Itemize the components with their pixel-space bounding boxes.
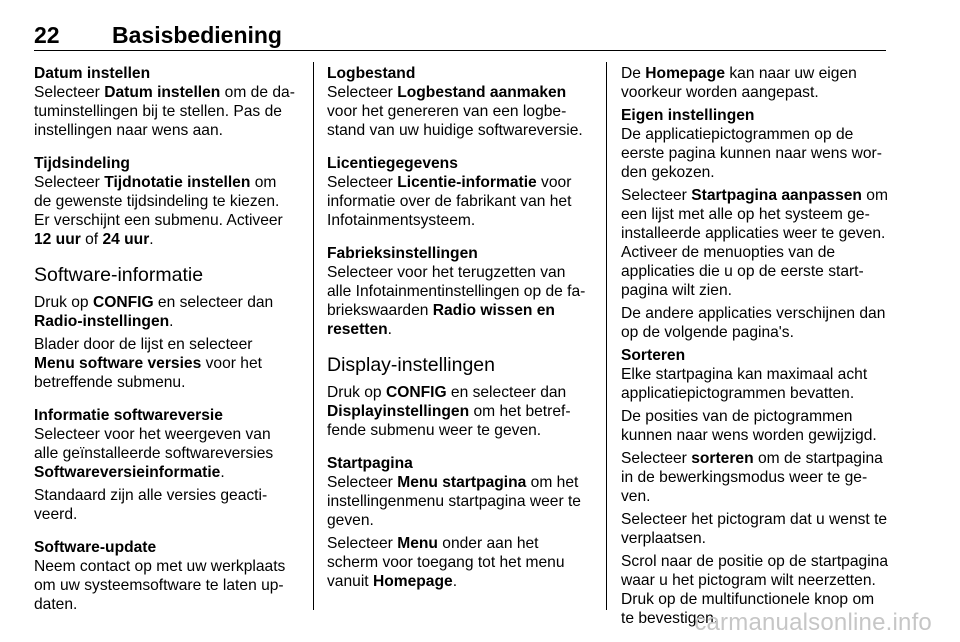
text: Druk op	[34, 294, 93, 311]
section-sorteren	[621, 346, 889, 628]
text: Selecteer	[327, 474, 398, 491]
column-divider	[606, 62, 607, 610]
text: Selecteer voor het terugzetten van alle Infotainmentinstellingen op de fabriekswaarden	[327, 264, 586, 319]
menu-term: Radio wissen en resetten	[327, 302, 555, 338]
paragraph	[327, 173, 591, 230]
paragraph	[34, 425, 296, 482]
paragraph	[327, 534, 591, 591]
page-header	[34, 22, 886, 52]
text: en selecteer dan	[446, 384, 567, 401]
text: De	[621, 65, 646, 82]
text: om de startpagina in de bewerkingsmodus weer te geven.	[621, 450, 883, 505]
text: .	[169, 313, 174, 330]
section-tijdsindeling	[34, 154, 296, 249]
text: .	[452, 573, 458, 590]
text: en selecteer dan	[153, 294, 274, 311]
paragraph	[34, 335, 296, 392]
paragraph	[327, 263, 591, 339]
text: om de datuminstellingen bij te stellen. Pas de instellingen naar wens aan.	[34, 84, 295, 139]
section-title: Informatie softwareversie	[34, 407, 223, 424]
text: voor het betreffende submenu.	[34, 355, 262, 391]
text: om het betreffende submenu weer te geven.	[327, 403, 571, 439]
column-divider	[313, 62, 314, 610]
button-term: CONFIG	[92, 294, 154, 311]
section-title: Datum instellen	[34, 65, 151, 82]
text: of	[80, 231, 103, 248]
paragraph: De andere applicaties verschijnen dan op de volgende pagina's.	[621, 305, 886, 341]
section-title: Tijdsindeling	[34, 155, 130, 172]
column-left	[34, 64, 296, 628]
text: om het instellingenmenu startpagina weer te geven.	[327, 474, 581, 529]
text: voor informatie over de fabrikant van het Infotainmentsysteem.	[327, 174, 572, 229]
text: Selecteer	[327, 84, 398, 101]
text: onder aan het scherm voor toegang tot het menu vanuit	[327, 535, 565, 590]
chapter-title: Basisbediening	[112, 22, 282, 48]
text: voor het genereren van een logbestand van uw huidige softwareversie.	[327, 103, 583, 139]
paragraph: Standaard zijn alle versies geactiveerd.	[34, 487, 268, 523]
paragraph: Elke startpagina kan maximaal acht applicatiepictogrammen bevatten.	[621, 366, 868, 402]
menu-term: 24 uur	[102, 231, 150, 248]
header-rule	[34, 50, 886, 51]
menu-term: Datum instellen	[104, 84, 221, 101]
menu-term: Displayinstellingen	[327, 403, 470, 420]
button-term: CONFIG	[385, 384, 447, 401]
heading-software-informatie: Software-informatie	[34, 264, 204, 286]
menu-term: Homepage	[645, 65, 726, 82]
menu-term: Startpagina aanpassen	[691, 187, 862, 204]
paragraph	[327, 383, 591, 440]
page-number: 22	[34, 22, 60, 48]
section-eigen-instellingen	[621, 106, 889, 342]
section-logbestand	[327, 64, 591, 140]
section-title: Fabrieksinstellingen	[327, 245, 478, 262]
text: Blader door de lijst en selecteer	[34, 336, 253, 353]
text: .	[387, 321, 393, 338]
paragraph: Neem contact op met uw werkplaats om uw systeemsoftware te laten updaten.	[34, 558, 286, 613]
text: .	[220, 464, 225, 481]
section-title: Licentiegegevens	[327, 155, 458, 172]
paragraph	[621, 64, 889, 102]
text: Druk op	[327, 384, 386, 401]
menu-term: sorteren	[691, 450, 754, 467]
paragraph	[34, 83, 296, 140]
paragraph	[327, 83, 591, 140]
column-right	[621, 64, 889, 642]
menu-term: Menu software versies	[34, 355, 202, 372]
text: Selecteer	[621, 450, 692, 467]
section-title: Eigen instellingen	[621, 107, 755, 124]
section-informatie-softwareversie	[34, 406, 296, 524]
section-title: Logbestand	[327, 65, 416, 82]
section-title: Startpagina	[327, 455, 413, 472]
paragraph	[34, 293, 296, 331]
text: Selecteer voor het weergeven van alle geïnstalleerde softwareversies	[34, 426, 274, 462]
paragraph: Scrol naar de positie op de startpagina waar u het pictogram wilt neerzetten. Druk op de multifunctionele knop om te bevestigen.	[621, 553, 888, 627]
section-datum	[34, 64, 296, 140]
text: Selecteer	[327, 174, 398, 191]
text: Selecteer	[34, 84, 105, 101]
menu-term: 12 uur	[34, 231, 81, 248]
section-fabrieksinstellingen	[327, 244, 591, 339]
paragraph: De posities van de pictogrammen kunnen naar wens worden gewijzigd.	[621, 408, 877, 444]
menu-term: Radio-instellingen	[34, 313, 170, 330]
menu-term: Menu startpagina	[397, 474, 527, 491]
text: Selecteer	[327, 535, 398, 552]
heading-display-instellingen: Display-instellingen	[327, 354, 495, 376]
text: Selecteer	[34, 174, 105, 191]
menu-term: Menu	[397, 535, 438, 552]
menu-term: Logbestand aanmaken	[397, 84, 567, 101]
menu-term: Softwareversieinformatie	[34, 464, 221, 481]
menu-term: Licentie-informatie	[397, 174, 537, 191]
paragraph	[621, 449, 889, 506]
section-title: Software-update	[34, 539, 157, 556]
watermark: carmanualsonline.info	[694, 609, 932, 636]
paragraph	[327, 473, 591, 530]
section-startpagina	[327, 454, 591, 591]
menu-term: Tijdnotatie instellen	[104, 174, 251, 191]
text: om een lijst met alle op het systeem geinstalleerde applicaties weer te geven. Activeer de menuopties van de applicaties die u op de eerste startpagina wilt zien.	[621, 187, 888, 299]
section-software-update	[34, 538, 296, 614]
column-middle	[327, 64, 591, 605]
paragraph	[34, 173, 296, 249]
menu-term: Homepage	[372, 573, 453, 590]
section-licentiegegevens	[327, 154, 591, 230]
paragraph	[621, 186, 889, 300]
section-title: Sorteren	[621, 347, 686, 364]
text: .	[149, 231, 154, 248]
paragraph: De applicatiepictogrammen op de eerste pagina kunnen naar wens worden gekozen.	[621, 126, 882, 181]
text: kan naar uw eigen voorkeur worden aangepast.	[621, 65, 857, 101]
text: Selecteer	[621, 187, 692, 204]
paragraph: Selecteer het pictogram dat u wenst te verplaatsen.	[621, 511, 888, 547]
text: om de gewenste tijdsindeling te kiezen. Er verschijnt een submenu. Activeer	[34, 174, 283, 229]
